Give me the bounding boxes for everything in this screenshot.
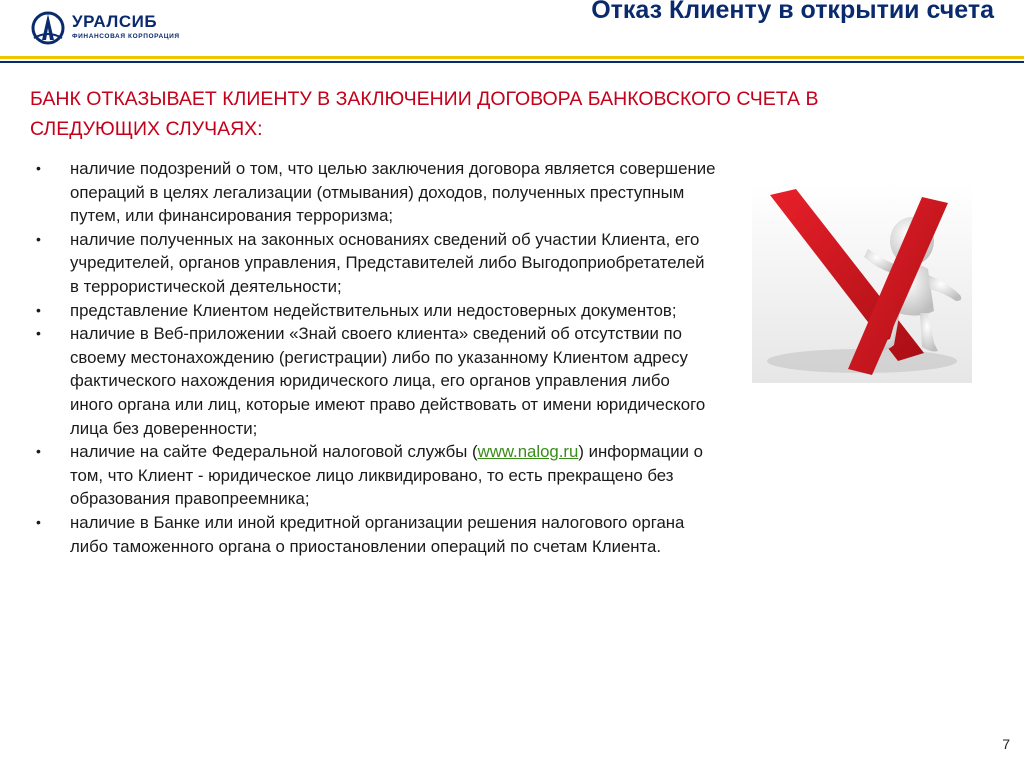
list-item xyxy=(36,440,716,511)
list-item-text-before: наличие на сайте Федеральной налоговой службы ( xyxy=(70,442,478,462)
uralsib-logo xyxy=(30,8,180,48)
bullet-icon: • xyxy=(36,230,41,247)
bullet-icon: • xyxy=(36,443,41,460)
list-item xyxy=(36,511,716,558)
list-item-text: наличие в Веб-приложении «Знай своего клиента» сведений об отсутствии по своему местонахождению (регистрации) либо по указанному Клиентом адресу фактического нахождения юридического лица, его органов управления либо иного органа или лиц, которые имеют право действовать от имени юридического лица без доверенности; xyxy=(70,324,706,438)
header-divider-blue xyxy=(0,61,1024,63)
page-title: Отказ Клиенту в открытии счета xyxy=(591,0,994,24)
list-item-text: наличие в Банке или иной кредитной организации решения налогового органа либо таможенного органа о приостановлении операций по счетам Клиента. xyxy=(70,512,685,556)
list-item-text: наличие подозрений о том, что целью заключения договора является совершение операций в целях легализации (отмывания) доходов, полученных преступным путем, или финансирования терроризма; xyxy=(70,159,716,226)
logo-subtitle: ФИНАНСОВАЯ КОРПОРАЦИЯ xyxy=(72,33,180,40)
list-item xyxy=(36,228,716,299)
list-item-text-after: ) информации о том, что Клиент - юридическое лицо ликвидировано, то есть прекращено без образования правопреемника; xyxy=(70,442,703,509)
list-item-text: представление Клиентом недействительных или недостоверных документов; xyxy=(70,300,677,320)
slide-header xyxy=(0,0,1024,56)
page-number: 7 xyxy=(1002,736,1010,752)
bullet-list xyxy=(36,157,716,558)
rejection-x-figure-icon xyxy=(752,183,972,383)
list-item-text: наличие полученных на законных основаниях сведений об участии Клиента, его учредителей, органов управления, Представителей либо Выгодоприобретателей в террористической деятельности; xyxy=(70,229,705,296)
list-item xyxy=(36,299,716,323)
bullet-icon: • xyxy=(36,160,41,176)
header-divider-yellow xyxy=(0,56,1024,59)
list-item xyxy=(36,322,716,440)
logo-name: УРАЛСИБ xyxy=(72,12,158,31)
bullet-icon: • xyxy=(36,301,41,318)
list-item xyxy=(36,157,716,228)
bullet-icon: • xyxy=(36,325,41,342)
section-subtitle: БАНК ОТКАЗЫВАЕТ КЛИЕНТУ В ЗАКЛЮЧЕНИИ ДОГОВОРА БАНКОВСКОГО СЧЕТА В СЛЕДУЮЩИХ СЛУЧАЯХ: xyxy=(30,88,819,140)
uralsib-emblem-icon xyxy=(30,8,70,48)
bullet-icon: • xyxy=(36,513,41,530)
nalog-link[interactable]: www.nalog.ru xyxy=(477,442,579,462)
